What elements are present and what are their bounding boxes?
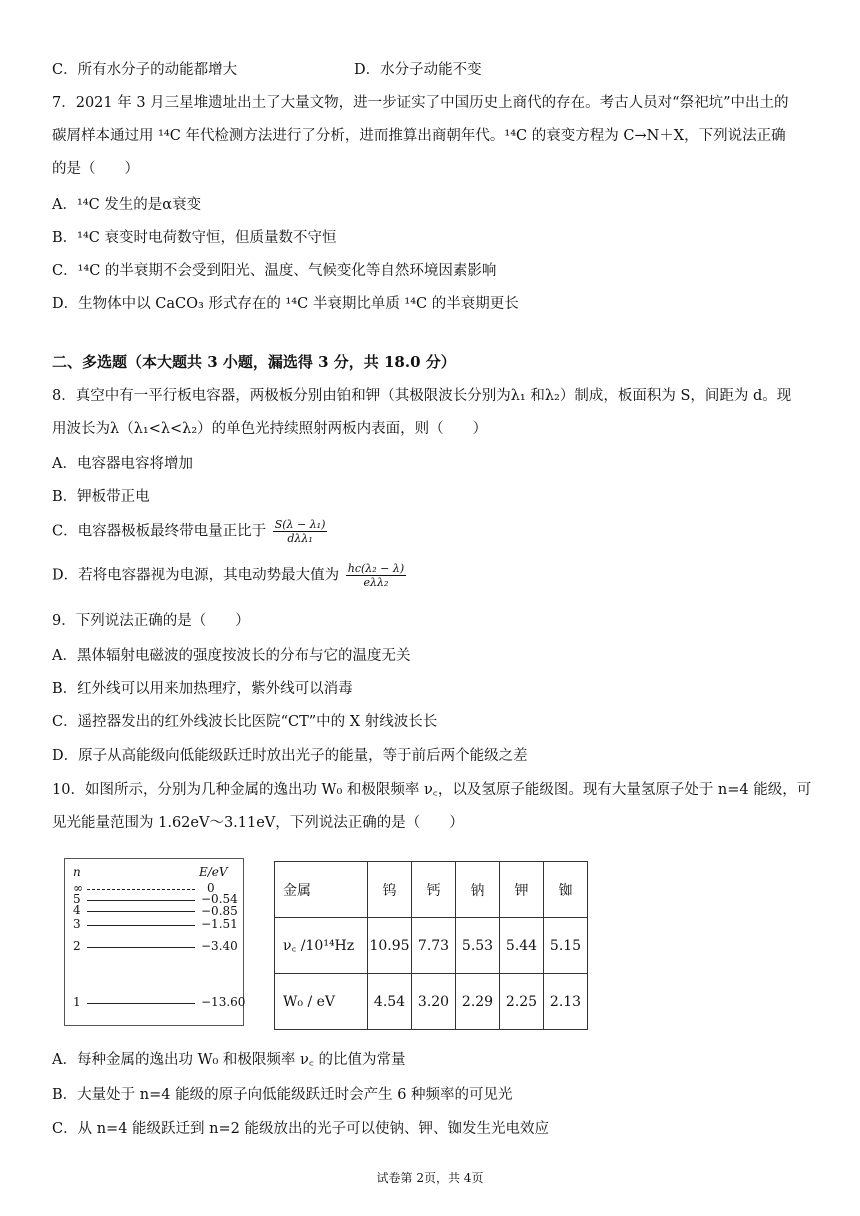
table-cell: 4.54 xyxy=(368,974,412,1030)
table-cell: 2.29 xyxy=(456,974,500,1030)
table-header-cell: 金属 xyxy=(275,862,368,918)
level-n-label: 2 xyxy=(73,939,81,953)
level-n-label: 4 xyxy=(73,903,81,917)
q8-option-d-fraction xyxy=(346,562,406,589)
table-header-cell: 铷 xyxy=(544,862,588,918)
q8-option-d-denominator: eλλ₂ xyxy=(363,576,389,589)
table-row xyxy=(275,918,588,974)
energy-level-line xyxy=(87,947,195,948)
q8-stem-line1: 8．真空中有一平行板电容器，两极板分别由铂和钾（其极限波长分别为λ₁ 和λ₂）制成，板面积为 S，间距为 d。现 xyxy=(52,388,792,404)
table-header-cell: 钠 xyxy=(456,862,500,918)
q10-option-a: A．每种金属的逸出功 W₀ 和极限频率 ν꜀ 的比值为常量 xyxy=(52,1052,406,1068)
q10-stem-line2: 见光能量范围为 1.62eV～3.11eV，下列说法正确的是（ ） xyxy=(52,815,464,831)
table-cell: 5.15 xyxy=(544,918,588,974)
q8-option-d xyxy=(52,562,406,589)
level-e-label: 0 xyxy=(207,881,215,895)
energy-level-line xyxy=(87,925,195,926)
q8-option-d-text: D．若将电容器视为电源，其电动势最大值为 xyxy=(52,567,340,584)
level-n-label: 5 xyxy=(73,892,81,906)
metal-properties-table xyxy=(274,861,588,1030)
q10-option-c: C．从 n=4 能级跃迁到 n=2 能级放出的光子可以使钠、钾、铷发生光电效应 xyxy=(52,1121,549,1137)
table-header-cell: 钨 xyxy=(368,862,412,918)
energy-level-line xyxy=(87,900,195,901)
q7-stem-line2: 碳屑样本通过用 ¹⁴C 年代检测方法进行了分析，进而推算出商朝年代。¹⁴C 的衰变方程为 C→N＋X，下列说法正确 xyxy=(52,128,786,144)
level-e-label: −0.54 xyxy=(201,892,238,906)
energy-n-header: n xyxy=(73,865,81,879)
level-e-label: −3.40 xyxy=(201,939,238,953)
q10-option-b: B．大量处于 n=4 能级的原子向低能级跃迁时会产生 6 种频率的可见光 xyxy=(52,1087,513,1103)
table-cell: 2.25 xyxy=(500,974,544,1030)
table-cell: 5.44 xyxy=(500,918,544,974)
q9-option-c: C．遥控器发出的红外线波长比医院“CT”中的 X 射线波长长 xyxy=(52,714,438,730)
hydrogen-energy-level-diagram xyxy=(64,858,244,1026)
table-header-cell: 钙 xyxy=(412,862,456,918)
q9-option-a: A．黑体辐射电磁波的强度按波长的分布与它的温度无关 xyxy=(52,648,411,664)
table-row xyxy=(275,862,588,918)
q6-option-c: C．所有水分子的动能都增大 xyxy=(52,62,238,78)
q7-option-b: B．¹⁴C 衰变时电荷数守恒，但质量数不守恒 xyxy=(52,230,337,246)
section-title-multiple-choice: 二、多选题（本大题共 3 小题，漏选得 3 分，共 18.0 分） xyxy=(52,353,456,371)
level-n-label: 3 xyxy=(73,917,81,931)
q7-stem-line3: 的是（ ） xyxy=(52,161,139,177)
energy-e-header: E/eV xyxy=(199,865,228,879)
q8-option-c-fraction xyxy=(273,518,328,545)
level-n-label: ∞ xyxy=(73,881,83,895)
q8-option-c-numerator: S(λ − λ₁) xyxy=(274,518,326,531)
table-row-label: W₀ / eV xyxy=(275,974,368,1030)
level-e-label: −1.51 xyxy=(201,917,238,931)
q8-option-c-denominator: dλλ₁ xyxy=(287,532,313,545)
q8-option-d-numerator: hc(λ₂ − λ) xyxy=(347,562,405,575)
energy-level-line xyxy=(87,1003,195,1004)
table-cell: 7.73 xyxy=(412,918,456,974)
q10-stem-line1: 10．如图所示，分别为几种金属的逸出功 W₀ 和极限频率 ν꜀，以及氢原子能级图。现有大量氢原子处于 n=4 能级，可 xyxy=(52,782,812,798)
q7-option-d: D．生物体中以 CaCO₃ 形式存在的 ¹⁴C 半衰期比单质 ¹⁴C 的半衰期更长 xyxy=(52,296,519,312)
q8-option-a: A．电容器电容将增加 xyxy=(52,456,193,472)
q8-option-c-text: C．电容器极板最终带电量正比于 xyxy=(52,523,267,540)
q9-option-b: B．红外线可以用来加热理疗，紫外线可以消毒 xyxy=(52,681,353,697)
energy-level-line xyxy=(87,911,195,912)
table-row xyxy=(275,974,588,1030)
q7-option-c: C．¹⁴C 的半衰期不会受到阳光、温度、气候变化等自然环境因素影响 xyxy=(52,263,497,279)
level-e-label: −0.85 xyxy=(201,904,238,918)
table-row-label: ν꜀ /10¹⁴Hz xyxy=(275,918,368,974)
q8-option-b: B．钾板带正电 xyxy=(52,489,150,505)
page-footer: 试卷第 2页，共 4页 xyxy=(376,1171,484,1185)
q9-stem: 9．下列说法正确的是（ ） xyxy=(52,613,250,629)
table-cell: 5.53 xyxy=(456,918,500,974)
level-e-label: −13.60 xyxy=(201,995,246,1009)
table-header-cell: 钾 xyxy=(500,862,544,918)
q6-option-d: D．水分子动能不变 xyxy=(354,62,482,78)
table-cell: 2.13 xyxy=(544,974,588,1030)
q7-stem-line1: 7．2021 年 3 月三星堆遗址出土了大量文物，进一步证实了中国历史上商代的存在。考古人员对“祭祀坑”中出土的 xyxy=(52,95,789,111)
energy-level-line xyxy=(87,889,195,890)
table-cell: 10.95 xyxy=(368,918,412,974)
q7-option-a: A．¹⁴C 发生的是α衰变 xyxy=(52,197,202,213)
q8-stem-line2: 用波长为λ（λ₁<λ<λ₂）的单色光持续照射两板内表面，则（ ） xyxy=(52,421,488,437)
table-cell: 3.20 xyxy=(412,974,456,1030)
q9-option-d: D．原子从高能级向低能级跃迁时放出光子的能量，等于前后两个能级之差 xyxy=(52,748,528,764)
level-n-label: 1 xyxy=(73,995,81,1009)
q8-option-c xyxy=(52,518,327,545)
